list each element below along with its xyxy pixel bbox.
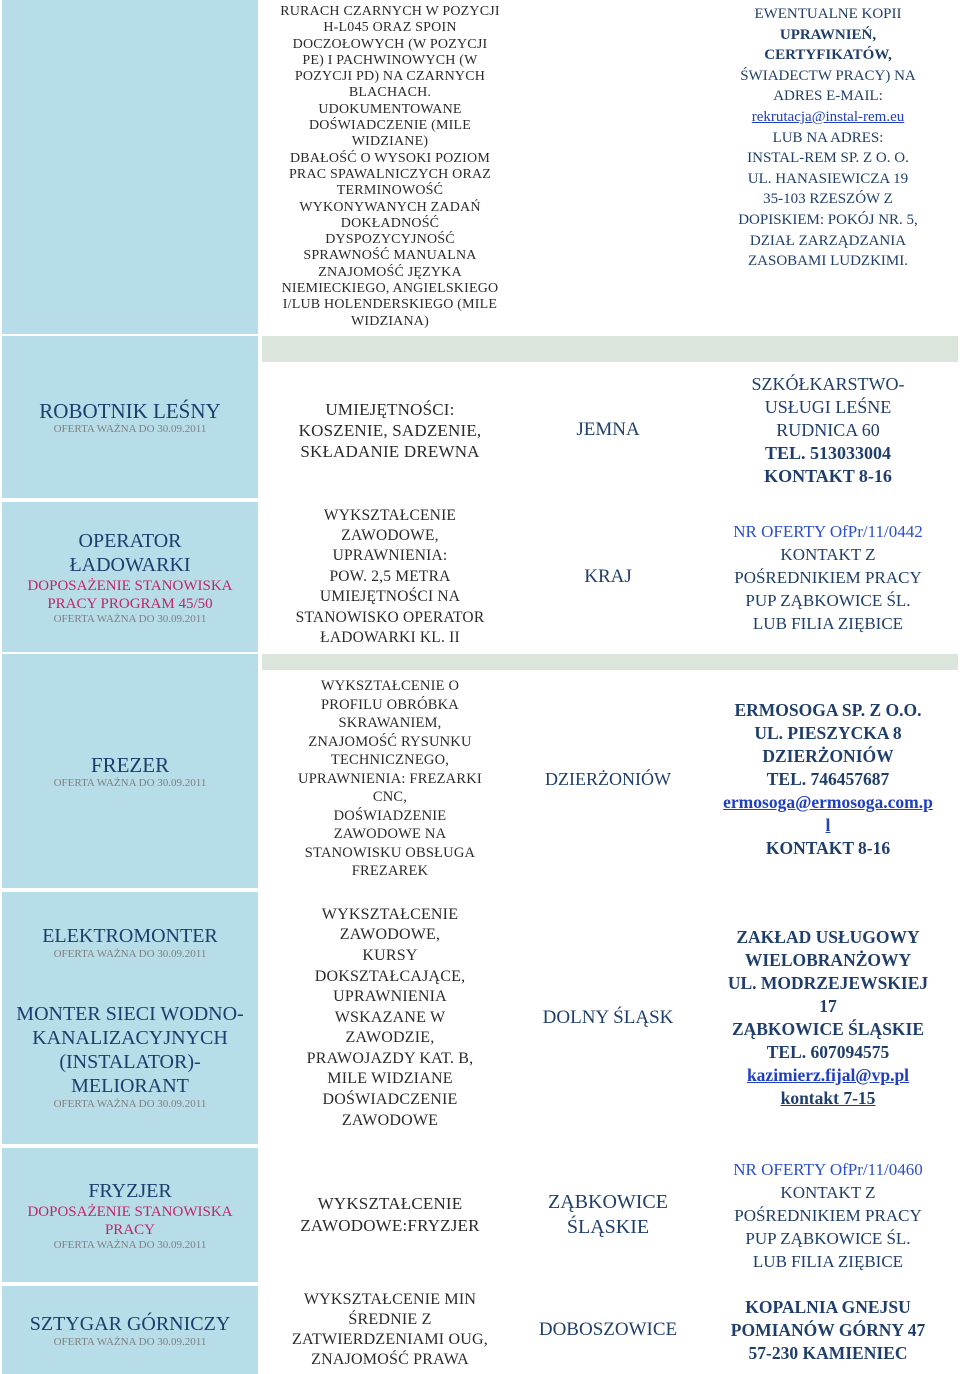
- job-title: MELIORANT: [71, 1075, 189, 1097]
- location-cell: [522, 892, 694, 1144]
- requirement-line: KOSZENIE, SADZENIE,: [298, 420, 482, 440]
- requirements-cell: [262, 892, 518, 1144]
- contact-line: TEL. 746457687: [766, 768, 890, 789]
- requirements-cell: [262, 0, 518, 334]
- program-note: PRACY: [104, 1221, 155, 1238]
- job-title-cell: [2, 336, 258, 498]
- job-title-cell: [2, 0, 258, 334]
- job-title: ELEKTROMONTER: [42, 925, 218, 947]
- requirements-cell: [262, 1148, 518, 1282]
- requirement-line: WSKAZANE W: [334, 1008, 446, 1026]
- contact-line: POŚREDNIKIEM PRACY: [734, 1205, 922, 1225]
- job-title: (INSTALATOR)-: [59, 1051, 201, 1073]
- requirement-line: UPRAWNIENIA:: [332, 547, 448, 565]
- requirement-line: TERMINOWOŚĆ: [336, 183, 444, 199]
- location-text: DOLNY ŚLĄSK: [542, 1007, 674, 1028]
- contact-line: 57-230 KAMIENIEC: [748, 1342, 908, 1363]
- location-cell: [522, 1286, 694, 1374]
- table-row: [0, 654, 960, 888]
- contact-line: EWENTUALNE KOPII: [754, 6, 902, 22]
- table-row: [0, 892, 960, 1144]
- requirement-line: CNC,: [372, 789, 408, 806]
- requirement-line: ZAWODOWE,: [339, 926, 441, 944]
- contact-line: LUB FILIA ZIĘBICE: [752, 614, 904, 633]
- location-text: DOBOSZOWICE: [538, 1319, 678, 1340]
- requirement-line: UPRAWNIENIA: [333, 988, 447, 1006]
- requirement-line: ZNAJOMOŚĆ JĘZYKA: [318, 264, 462, 280]
- requirement-line: ZNAJOMOŚĆ RYSUNKU: [308, 733, 472, 750]
- location-text: ŚLĄSKIE: [566, 1216, 650, 1238]
- program-note: DOPOSAŻENIE STANOWISKA: [27, 577, 233, 594]
- job-title: SZTYGAR GÓRNICZY: [29, 1312, 231, 1335]
- requirement-line: DYSPOZYCYJNOŚĆ: [325, 232, 455, 248]
- contact-line: SZKÓŁKARSTWO-: [751, 373, 905, 394]
- requirement-line: WIDZIANE): [351, 134, 429, 150]
- requirement-line: WYKSZTAŁCENIE O: [320, 678, 460, 695]
- location-text: JEMNA: [576, 419, 640, 440]
- program-note: DOPOSAŻENIE STANOWISKA: [27, 1203, 233, 1220]
- contact-line: 17: [819, 996, 837, 1016]
- contact-line: DOPISKIEM: POKÓJ NR. 5,: [738, 211, 918, 228]
- requirement-line: UPRAWNIENIA: FREZARKI: [298, 770, 482, 787]
- job-title-cell: [2, 654, 258, 888]
- requirement-line: ZNAJOMOŚĆ PRAWA: [311, 1351, 469, 1368]
- contact-line: ŚWIADECTW PRACY) NA: [740, 67, 916, 84]
- location-text: KRAJ: [584, 566, 632, 587]
- contact-line: KONTAKT 8-16: [765, 837, 891, 858]
- requirement-line: DOKŁADNOŚĆ: [340, 215, 440, 231]
- requirement-line: STANOWISKO OPERATOR: [295, 608, 485, 626]
- requirement-line: SKRAWANIEM,: [338, 715, 442, 732]
- requirement-line: ŁADOWARKI KL. II: [320, 629, 460, 647]
- requirement-line: PROFILU OBRÓBKA: [321, 696, 459, 713]
- requirements-cell: [262, 1286, 518, 1374]
- contact-line: WIELOBRANŻOWY: [744, 950, 912, 970]
- requirement-line: UMIEJĘTNOŚCI NA: [319, 588, 461, 606]
- contact-line: TEL. 607094575: [766, 1042, 890, 1062]
- job-title: OPERATOR: [78, 529, 182, 552]
- requirement-line: DOKSZTAŁCAJĄCE,: [314, 967, 466, 985]
- requirement-line: WYKSZTAŁCENIE: [317, 1194, 463, 1213]
- requirement-line: ZAWODOWE:FRYZJER: [300, 1216, 480, 1235]
- contact-line: kontakt 7-15: [780, 1088, 876, 1108]
- contact-line: PUP ZĄBKOWICE ŚL.: [745, 591, 911, 610]
- email-link[interactable]: kazimierz.fijal@vp.pl: [746, 1065, 910, 1085]
- requirement-line: ŚREDNIE Z: [348, 1311, 432, 1328]
- requirement-line: DOŚWIADZENIE: [333, 807, 447, 824]
- requirement-line: UMIEJĘTNOŚCI:: [325, 399, 455, 419]
- email-link[interactable]: ermosoga@ermosoga.com.p: [723, 791, 933, 812]
- contact-line: ZAKŁAD USŁUGOWY: [736, 927, 920, 947]
- offer-number: NR OFERTY OfPr/11/0442: [733, 522, 923, 541]
- contact-line: TEL. 513033004: [764, 442, 892, 463]
- requirement-line: DOŚWIADCZENIE: [322, 1091, 458, 1109]
- requirements-cell: [262, 502, 518, 652]
- table-row: [0, 1148, 960, 1282]
- requirement-line: POZYCJI PD) NA CZARNYCH: [294, 69, 486, 85]
- contact-cell: [698, 1286, 958, 1374]
- contact-line: ZĄBKOWICE ŚLĄSKIE: [731, 1019, 925, 1039]
- validity-note: OFERTA WAŻNA DO 30.09.2011: [53, 422, 207, 435]
- requirement-line: FREZAREK: [351, 863, 429, 880]
- email-link[interactable]: rekrutacja@instal-rem.eu: [751, 108, 905, 125]
- job-title: MONTER SIECI WODNO-: [16, 1003, 244, 1025]
- contact-line: DZIAŁ ZARZĄDZANIA: [749, 232, 907, 249]
- contact-line: UL. PIESZYCKA 8: [754, 722, 902, 743]
- validity-note: OFERTA WAŻNA DO 30.09.2011: [53, 1238, 207, 1251]
- job-title: FREZER: [90, 752, 170, 777]
- requirement-line: UDOKUMENTOWANE: [318, 101, 462, 117]
- contact-line: KONTAKT 8-16: [764, 465, 892, 486]
- requirements-cell: [262, 362, 518, 498]
- requirement-line: PRAWOJAZDY KAT. B,: [306, 1049, 474, 1067]
- contact-line: USŁUGI LEŚNE: [764, 396, 892, 417]
- job-title-cell: [2, 892, 258, 1144]
- location-text: DZIERŻONIÓW: [545, 769, 671, 789]
- table-row: [0, 502, 960, 652]
- location-text: ZĄBKOWICE: [548, 1191, 668, 1213]
- contact-line: ADRES E-MAIL:: [773, 88, 883, 105]
- requirement-line: WYKSZTAŁCENIE: [321, 905, 459, 923]
- table-row: [0, 1286, 960, 1374]
- requirement-line: PE) I PACHWINOWYCH (W: [302, 52, 478, 68]
- job-title-cell: [2, 502, 258, 652]
- location-cell: [522, 502, 694, 652]
- contact-line: UPRAWNIEŃ,: [779, 26, 877, 43]
- requirement-line: WYKSZTAŁCENIE MIN: [303, 1291, 477, 1308]
- table-row: [0, 336, 960, 498]
- requirement-line: PRAC SPAWALNICZYCH ORAZ: [288, 166, 492, 182]
- job-title-cell: [2, 1148, 258, 1282]
- requirement-line: STANOWISKU OBSŁUGA: [304, 844, 476, 861]
- requirement-line: NIEMIECKIEGO, ANGIELSKIEGO: [281, 281, 499, 297]
- requirement-line: DOŚWIADCZENIE (MILE: [308, 118, 472, 134]
- requirement-line: ZATWIERDZENIAMI OUG,: [292, 1331, 488, 1348]
- validity-note: OFERTA WAŻNA DO 30.09.2011: [53, 1098, 207, 1110]
- contact-cell: [698, 1148, 958, 1282]
- validity-note: OFERTA WAŻNA DO 30.09.2011: [53, 776, 207, 789]
- contact-line: KONTAKT Z: [780, 1182, 876, 1202]
- requirement-line: DBAŁOŚĆ O WYSOKI POZIOM: [290, 150, 490, 166]
- contact-cell: [698, 892, 958, 1144]
- job-title: ROBOTNIK LEŚNY: [39, 398, 221, 423]
- location-cell: [522, 0, 694, 334]
- requirement-line: BLACHACH.: [348, 85, 432, 101]
- contact-line: KONTAKT Z: [780, 545, 876, 564]
- validity-note: OFERTA WAŻNA DO 30.09.2011: [53, 948, 207, 960]
- job-title: ŁADOWARKI: [69, 553, 191, 576]
- program-note: PRACY PROGRAM 45/50: [47, 595, 213, 612]
- requirement-line: RURACH CZARNYCH W POZYCJI: [280, 4, 500, 19]
- contact-line: 35-103 RZESZÓW Z: [763, 191, 893, 208]
- email-link[interactable]: l: [825, 814, 831, 835]
- requirements-cell: [262, 670, 518, 888]
- requirement-line: WYKONYWANYCH ZADAŃ: [299, 199, 481, 215]
- job-title: FRYZJER: [88, 1179, 172, 1202]
- requirement-line: I/LUB HOLENDERSKIEGO (MILE: [282, 297, 498, 313]
- table-row: [0, 0, 960, 334]
- contact-line: UL. MODRZEJEWSKIEJ: [727, 973, 929, 993]
- validity-note: OFERTA WAŻNA DO 30.09.2011: [53, 1335, 207, 1348]
- contact-cell: [698, 362, 958, 498]
- requirement-line: ZAWODOWE NA: [333, 826, 447, 843]
- contact-line: DZIERŻONIÓW: [762, 745, 894, 766]
- location-cell: [522, 670, 694, 888]
- requirement-line: ZAWODZIE,: [345, 1029, 435, 1047]
- contact-cell: [698, 0, 958, 334]
- requirement-line: SKŁADANIE DREWNA: [300, 441, 480, 461]
- requirement-line: TECHNICZNEGO,: [330, 752, 450, 769]
- requirement-line: WYKSZTAŁCENIE: [323, 506, 457, 524]
- requirement-line: POW. 2,5 METRA: [329, 567, 451, 585]
- contact-line: LUB FILIA ZIĘBICE: [752, 1251, 904, 1271]
- contact-line: ZASOBAMI LUDZKIMI.: [747, 253, 908, 270]
- job-title: KANALIZACYJNYCH: [32, 1027, 228, 1049]
- location-cell: [522, 1148, 694, 1282]
- requirement-line: ZAWODOWE: [341, 1111, 439, 1129]
- contact-line: CERTYFIKATÓW,: [764, 47, 892, 64]
- requirement-line: DOCZOŁOWYCH (W POZYCJI: [292, 36, 488, 52]
- requirement-line: ZAWODOWE,: [341, 526, 439, 544]
- contact-line: UL. HANASIEWICZA 19: [747, 170, 909, 187]
- contact-line: PUP ZĄBKOWICE ŚL.: [745, 1228, 911, 1248]
- contact-line: ERMOSOGA SP. Z O.O.: [734, 699, 922, 720]
- validity-note: OFERTA WAŻNA DO 30.09.2011: [53, 612, 207, 625]
- contact-cell: [698, 502, 958, 652]
- offer-number: NR OFERTY OfPr/11/0460: [733, 1159, 923, 1179]
- requirement-line: WIDZIANA): [350, 313, 429, 329]
- contact-cell: [698, 670, 958, 888]
- contact-line: KOPALNIA GNEJSU: [745, 1296, 911, 1317]
- requirement-line: KURSY: [362, 946, 418, 964]
- requirement-line: SPRAWNOŚĆ MANUALNA: [303, 248, 477, 264]
- requirement-line: MILE WIDZIANE: [327, 1070, 453, 1088]
- contact-line: POŚREDNIKIEM PRACY: [734, 568, 922, 587]
- contact-line: POMIANÓW GÓRNY 47: [730, 1319, 926, 1340]
- contact-line: LUB NA ADRES:: [772, 129, 884, 146]
- location-cell: [522, 362, 694, 498]
- job-title-cell: [2, 1286, 258, 1374]
- contact-line: RUDNICA 60: [776, 419, 880, 440]
- requirement-line: H-L045 ORAZ SPOIN: [323, 20, 457, 36]
- contact-line: INSTAL-REM SP. Z O. O.: [747, 150, 909, 167]
